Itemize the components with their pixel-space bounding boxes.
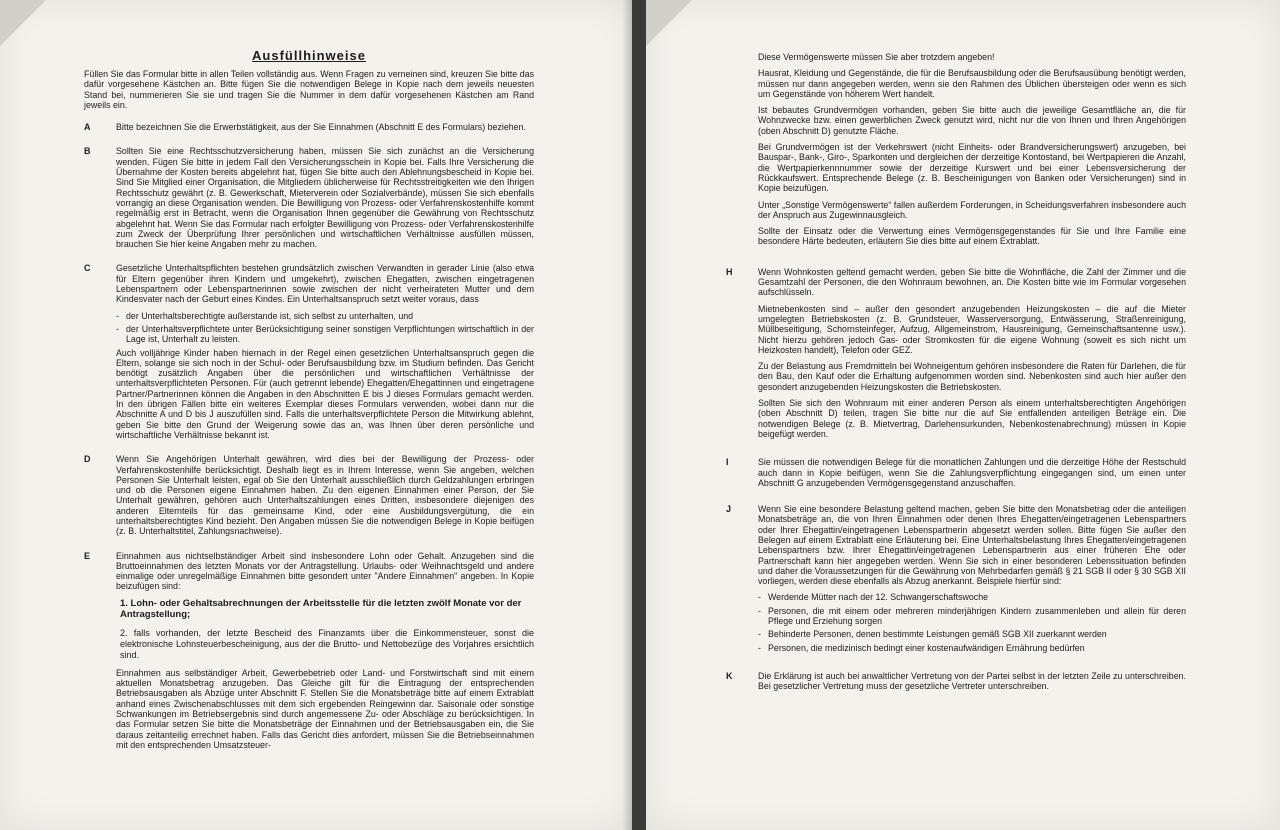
section-e [84,551,534,751]
page-edge-shadow [622,0,632,830]
numbered-item-1: 1. Lohn- oder Gehaltsabrechnungen der Arbeitsstelle für die letzten zwölf Monate vor der Antragstellung; [120,597,522,621]
left-page-content [84,48,534,764]
section-letter: J [726,504,732,515]
right-page [646,0,1280,830]
section-letter: D [84,454,91,465]
section-a-text: Bitte bezeichnen Sie die Erwerbstätigkeit, aus der Sie Einnahmen (Abschnitt E des Formulars) beziehen. [116,122,526,133]
h-paragraph-4: Sollten Sie sich den Wohnraum mit einer anderen Person als einem unterhaltsberechtigten Angehörigen (oben Abschnitt D) teilen, tragen Sie bitte nur die auf Sie entfallenden anteiligen Beträge ein. Die notwendigen Belege (z. B. Mietvertrag, Darlehensurkunden, Nebenkostenabrechnung) müssen in Kopie beigefügt werden. [758,398,1186,439]
section-letter: H [726,266,733,277]
g-paragraph-3: Ist bebautes Grundvermögen vorhanden, geben Sie bitte auch die jeweilige Gesamtfläche an, die für Wohnzwecke bzw. einen gewerblichen Zweck genutzt wird, nicht nur die von Ihnen und Ihren Angehörigen (oben Abschnitt D) genutzte Fläche. [758,105,1186,136]
section-c-text-2: Auch volljährige Kinder haben hiernach in der Regel einen gesetzlichen Unterhaltsanspruch gegen die Eltern, solange sie sich noch in der Schul- oder Berufsausbildung bzw. im Studium befinden. Das Gericht benötigt zusätzlich Angaben über die persönlichen und wirtschaftlichen Verhältnisse der unterhaltsverpflichteten Personen. Für (auch getrennt lebende) Ehegatten/Ehegattinnen und eingetragene Partner/Partnerinnen können die Angaben in den Abschnitten E bis J dieses Formulars gemacht werden. In den übrigen Fällen bitte ein weiteres Exemplar dieses Formulars verwenden, wobei dann nur die Abschnitte A und D bis J auszufüllen sind. Falls die unterhaltsverpflichtete Person die Mitwirkung ablehnt, geben Sie bitte den Grund der Weigerung sowie das an, was Ihnen über deren persönliche und wirtschaftliche Verhältnisse bekannt ist. [116,347,534,440]
section-k [726,671,1186,692]
g-paragraph-5: Unter „Sonstige Vermögenswerte“ fallen außerdem Forderungen, in Scheidungsverfahren insbesondere auch der Anspruch aus Zugewinnausgleich. [758,199,1186,220]
section-letter: I [726,457,729,468]
section-j [726,504,1186,653]
section-letter: A [84,122,91,133]
g-paragraph-1: Diese Vermögenswerte müssen Sie aber trotzdem angeben! [758,52,995,62]
h-paragraph-3: Zu der Belastung aus Fremdmitteln bei Wohneigentum gehören insbesondere die Raten für Darlehen, die für den Bau, den Kauf oder die Erhaltung aufgenommen worden sind. Nebenkosten sind auch hier außer den gesondert anzugebenden Heizungskosten die Betriebskosten. [758,361,1186,392]
page-title: Ausfüllhinweise [252,48,366,63]
bullet-text: Behinderte Personen, denen bestimmte Leistungen gemäß SGB XII zuerkannt werden [768,629,1107,640]
list-item: - der Unterhaltsverpflichtete unter Berücksichtigung seiner sonstigen Verpflichtungen wirtschaftlich in der Lage ist, Unterhalt zu leisten. [116,323,534,345]
right-page-content [726,52,1186,706]
h-paragraph-2: Mietnebenkosten sind – außer den gesondert anzugebenden Heizungskosten – die auf die Mieter umgelegten Betriebskosten (z. B. Grundsteuer, Wasserversorgung, Entwässerung, Straßenreinigung, Müllbeseitigung, Schornsteinfeger, Aufzug, Allgemeinstrom, Hausreinigung, Gemeinschaftsantenne usw.). Nicht hierzu gehören jedoch Gas- oder Stromkosten für die eigene Wohnung (soweit es sich nicht um Heizkosten handelt), Telefon oder GEZ. [758,303,1186,355]
section-i [726,457,1186,488]
section-g-continued [726,52,1186,247]
section-b [84,146,534,249]
bullet-text: Werdende Mütter nach der 12. Schwangerschaftswoche [768,592,989,603]
list-item: - Personen, die mit einem oder mehreren minderjährigen Kindern zusammenleben und allein für deren Pflege und Erziehung sorgen [758,605,1186,627]
section-e-text-2: Einnahmen aus selbständiger Arbeit, Gewerbebetrieb oder Land- und Forstwirtschaft sind mit einem aktuellen Monatsbetrag anzugeben. Das Gleiche gilt für die Eintragung der entsprechenden Betriebsausgaben als Abzüge unter Abschnitt F. Stellen Sie die Monatsbeträge bitte auf einem Extrablatt anhand eines Zwischenabschlusses mit dem sich ergebenden Reingewinn dar. Saisonale oder sonstige Schwankungen im Betriebsergebnis sind durch angemessene Zu- oder Abschläge zu berücksichtigen. In das Formular setzen Sie bitte die Monatsbeträge der Einnahmen und der Betriebsausgaben ein, die Sie daraus zeitanteilig errechnet haben. Falls das Gericht dies anfordert, müssen Sie die Betriebseinnahmen mit den entsprechenden Umsatzsteuer- [116,667,534,750]
folded-corner [646,0,692,46]
h-paragraph-1: Wenn Wohnkosten geltend gemacht werden, geben Sie bitte die Wohnfläche, die Zahl der Zimmer und die Gesamtzahl der Personen, die den Wohnraum bewohnen, an. Die Kosten bitte wie im Formular vorgesehen aufschlüsseln. [758,266,1186,298]
numbered-item-2: 2. falls vorhanden, der letzte Bescheid des Finanzamts über die Einkommensteuer, sonst die elektronische Lohnsteuerbescheinigung, aus der die Brutto- und Nettobezüge des Vorjahres ersichtlich sind. [120,627,534,660]
section-j-text: Wenn Sie eine besondere Belastung geltend machen, geben Sie bitte den Monatsbetrag oder die anteiligen Monatsbeträge an, die von Ihren Einnahmen oder denen Ihres Ehegatten/eingetragenen Lebenspartners oder Ihrer Ehegattin/eingetragenen Lebenspartnerin abgesetzt werden sollen. Bitte fügen Sie außer den Belegen auf einem Extrablatt eine Erläuterung bei. Eine Unterhaltsbelastung Ihres Ehegatten/eingetragenen Lebenspartners bzw. Ihrer Ehegattin/eingetragenen Lebenspartnerin aus einer früheren Ehe oder Partnerschaft kann hier angegeben werden. Wenn Sie sich in einer besonderen Lebenssituation befinden und daher die Voraussetzungen für die Gewährung von Mehrbedarfen gemäß § 21 SGB II oder § 30 SGB XII vorliegen, werden diese ebenfalls als Abzug anerkannt. Beispiele hierfür sind: [758,504,1186,587]
g-paragraph-6: Sollte der Einsatz oder die Verwertung eines Vermögensgegenstandes für Sie und Ihre Familie eine besondere Härte bedeuten, erläutern Sie dies bitte auf einem Extrablatt. [758,226,1186,247]
list-item: - der Unterhaltsberechtigte außerstande ist, sich selbst zu unterhalten, und [116,310,414,321]
folded-corner [0,0,46,46]
section-letter: B [84,146,91,157]
intro-paragraph: Füllen Sie das Formular bitte in allen Teilen vollständig aus. Wenn Fragen zu verneinen sind, kreuzen Sie bitte das dafür vorgesehene Kästchen an. Bitte fügen Sie die notwendigen Belege in Kopie nach dem jeweils neuesten Stand bei, nummerieren Sie sie und tragen Sie die Nummer in dem dafür vorgesehenen Kästchen am Rand jeweils ein. [84,69,534,110]
page-gap [632,0,646,830]
section-i-text: Sie müssen die notwendigen Belege für die monatlichen Zahlungen und die derzeitige Höhe der Restschuld auch dann in Kopie beifügen, wenn Sie die Zahlungsverpflichtung eingegangen sind, um einen unter Abschnitt G anzugebenden Vermögensgegenstand anzuschaffen. [758,457,1186,488]
section-letter: C [84,263,91,274]
section-e-text-1: Einnahmen aus nichtselbständiger Arbeit sind insbesondere Lohn oder Gehalt. Anzugeben sind die Bruttoeinnahmen des letzten Monats vor der Antragstellung. Urlaubs- oder Weihnachtsgeld und andere einmalige oder unregelmäßige Einnahmen bitte gesondert unter "Andere Einnahmen" angeben. In Kopie beizufügen sind: [116,550,534,592]
section-c-text-1: Gesetzliche Unterhaltspflichten bestehen grundsätzlich zwischen Verwandten in gerader Linie (also etwa für Eltern gegenüber ihren Kindern und umgekehrt), zwischen Ehegatten, zwischen eingetragenen Lebenspartnern oder Lebenspartnerinnen sowie zwischen der nicht verheirateten Mutter und dem Kindesvater nach der Geburt eines Kindes. Ein Unterhaltsanspruch setzt weiter voraus, dass [116,263,534,305]
section-h [726,267,1186,439]
section-k-text: Die Erklärung ist auch bei anwaltlicher Vertretung von der Partei selbst in der letzten Zeile zu unterschreiben. Bei gesetzlicher Vertretung muss der gesetzliche Vertreter unterschreiben. [758,670,1186,692]
list-item: - Personen, die medizinisch bedingt einer kostenaufwändigen Ernährung bedürfen [758,642,1085,653]
g-paragraph-4: Bei Grundvermögen ist der Verkehrswert (nicht Einheits- oder Brandversicherungswert) anzugeben, bei Bauspar-, Bank-, Giro-, Sparkonten und dergleichen der derzeitige Kontostand, bei Wertpapieren die Anzahl, die Wertpapierkennnummer sowie der derzeitige Kurswert und bei einer Lebensversicherung der Rückkaufswert. Entsprechende Belege (z. B. Bescheinigungen von Banken oder Versicherungen) sind in Kopie beizufügen. [758,142,1186,194]
list-item: - Behinderte Personen, denen bestimmte Leistungen gemäß SGB XII zuerkannt werden [758,629,1107,640]
bullet-text: der Unterhaltsberechtigte außerstande ist, sich selbst zu unterhalten, und [126,310,414,321]
bullet-text: Personen, die medizinisch bedingt einer kostenaufwändigen Ernährung bedürfen [768,642,1085,653]
section-letter: E [84,550,91,561]
section-b-text: Sollten Sie eine Rechtsschutzversicherung haben, müssen Sie sich zunächst an die Versicherung wenden. Fügen Sie bitte in jedem Fall den Versicherungsschein in Kopie bei. Falls Ihre Versicherung die Übernahme der Kosten bereits abgelehnt hat, fügen Sie bitte auch den Ablehnungsbescheid in Kopie bei. Sind Sie Mitglied einer Organisation, die Mitgliedern üblicherweise für Rechtsstreitigkeiten wie den Ihrigen Rechtsschutz gewährt (z. B. Gewerkschaft, Mieterverein oder Sozialverbände), müssen Sie sich ebenfalls vorrangig an diese Organisation wenden. Die Bewilligung von Prozess- oder Verfahrenskostenhilfe kommt regelmäßig erst in Betracht, wenn die Organisation Ihnen gegenüber die Gewährung von Rechtsschutz abgelehnt hat. Wenn Sie das Formular nach erfolgter Bewilligung von Prozess- oder Verfahrenskostenhilfe zum Zweck der Überprüfung Ihrer persönlichen und wirtschaftlichen Verhältnisse ausfüllen müssen, brauchen Sie hier keine Angaben mehr zu machen. [116,146,534,250]
section-d-text: Wenn Sie Angehörigen Unterhalt gewähren, wird dies bei der Bewilligung der Prozess- oder Verfahrenskostenhilfe berücksichtigt. Deshalb liegt es in Ihrem Interesse, wenn Sie angeben, welchen Personen Sie Unterhalt leisten, egal ob Sie den Unterhalt ausschließlich durch Geldzahlungen erbringen und ob die Personen eigene Einnahmen haben. Zu den eigenen Einnahmen einer Person, der Sie Unterhalt gewähren, gehören auch Unterhaltszahlungen eines Dritten, insbesondere diejenigen des anderen Elternteils für das gemeinsame Kind, oder eine Ausbildungsvergütung, die ein unterhaltsberechtigtes Kind bezieht. Den Angaben müssen Sie die notwendigen Belege in Kopie beifügen (z. B. Unterhaltstitel, Zahlungsnachweise). [116,454,534,537]
section-letter: K [726,670,733,681]
section-c [84,263,534,440]
section-a [84,122,534,132]
list-item: - Werdende Mütter nach der 12. Schwangerschaftswoche [758,592,989,603]
bullet-text: der Unterhaltsverpflichtete unter Berücksichtigung seiner sonstigen Verpflichtungen wirtschaftlich in der Lage ist, Unterhalt zu leisten. [126,323,534,345]
left-page [0,0,632,830]
bullet-text: Personen, die mit einem oder mehreren minderjährigen Kindern zusammenleben und allein für deren Pflege und Erziehung sorgen [768,605,1186,627]
section-d [84,454,534,536]
g-paragraph-2: Hausrat, Kleidung und Gegenstände, die für die Berufsausbildung oder die Berufsausübung benötigt werden, müssen nur dann angegeben werden, wenn sie den Rahmen des Üblichen übersteigen oder wenn es sich um Gegenstände von höherem Wert handelt. [758,68,1186,99]
